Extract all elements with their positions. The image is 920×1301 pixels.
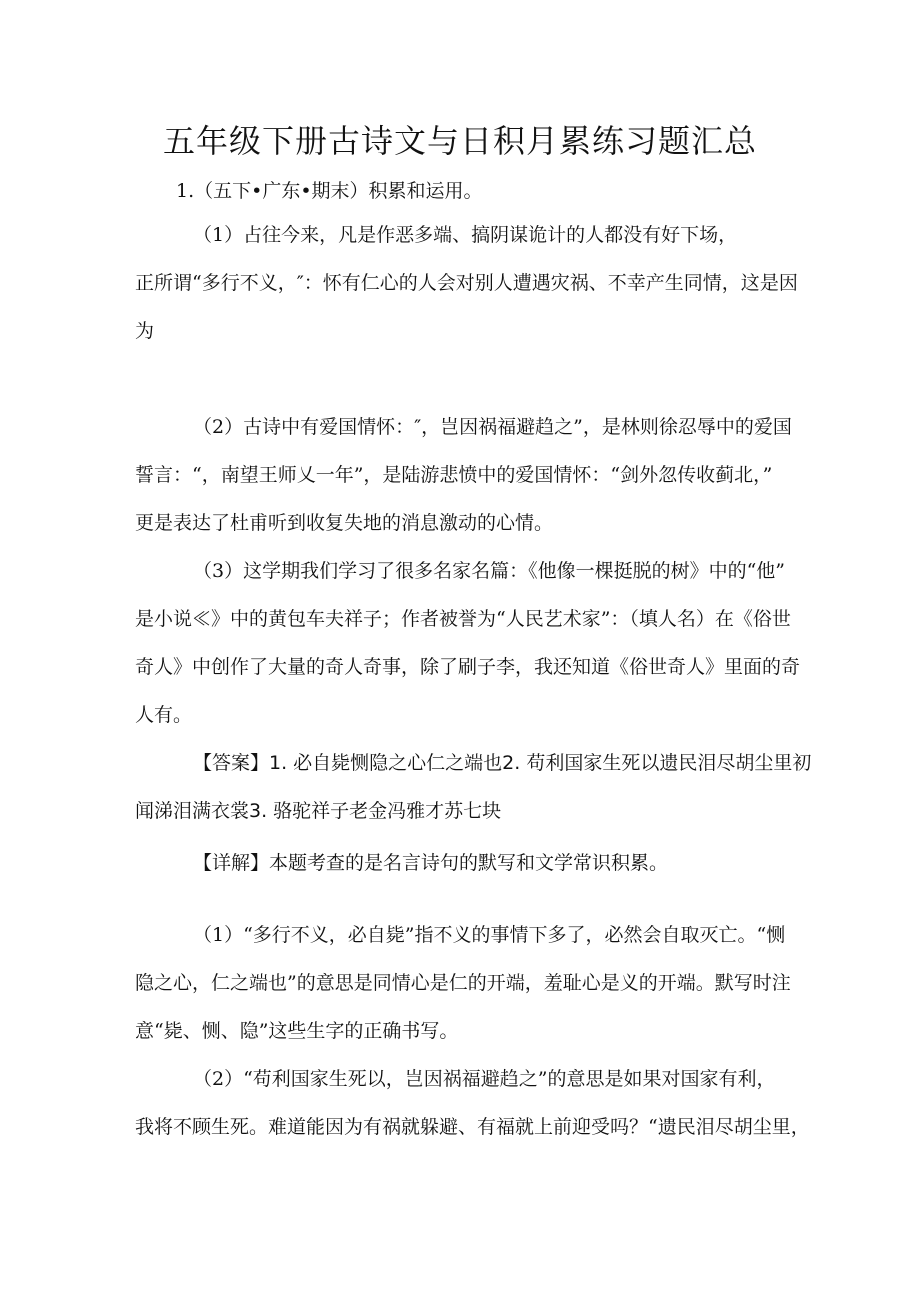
- paragraph-line: 奇人》中创作了大量的奇人奇事，除了刷子李，我还知道《俗世奇人》里面的奇: [135, 656, 801, 678]
- paragraph-line: （1）占往今来，凡是作恶多端、搞阴谋诡计的人都没有好下场，: [193, 224, 738, 246]
- paragraph-line: 正所谓“多行不义，″：怀有仁心的人会对别人遭遇灾祸、不幸产生同情，这是因: [135, 272, 798, 294]
- paragraph-line: 更是表达了杜甫听到收复失地的消息激动的心情。: [135, 512, 554, 534]
- paragraph-line: 是小说≪》中的黄包车夫祥子；作者被誉为“人民艺术家”：（填人名）在《俗世: [135, 608, 791, 630]
- paragraph-line: 意“毙、恻、隐”这些生字的正确书写。: [135, 1020, 459, 1042]
- paragraph-line: （3）这学期我们学习了很多名家名篇：《他像一棵挺脱的树》中的“他”: [193, 560, 786, 582]
- paragraph-line: 人有。: [135, 704, 193, 726]
- page-title: 五年级下册古诗文与日积月累练习题汇总: [162, 122, 757, 160]
- question-heading: 1.（五下•广东•期末）积累和运用。: [176, 180, 483, 202]
- answer-line: 【答案】1. 必自毙恻隐之心仁之端也2. 苟利国家生死以遗民泪尽胡尘里初: [193, 752, 812, 774]
- paragraph-line: （1）“多行不义，必自毙”指不义的事情下多了，必然会自取灭亡。“恻: [193, 924, 786, 946]
- explanation-heading: 【详解】本题考查的是名言诗句的默写和文学常识积累。: [193, 852, 669, 874]
- paragraph-line: 隐之心，仁之端也”的意思是同情心是仁的开端，羞耻心是义的开端。默写时注: [135, 972, 791, 994]
- paragraph-line: 为: [135, 320, 155, 342]
- paragraph-line: （2）古诗中有爱国情怀：″，岂因祸福避趋之”，是林则徐忍辱中的爱国: [193, 416, 792, 438]
- answer-line: 闻涕泪满衣裳3. 骆驼祥子老金冯雅才苏七块: [135, 800, 502, 822]
- paragraph-line: （2）“苟利国家生死以，岂因祸福避趋之”的意思是如果对国家有利，: [193, 1068, 776, 1090]
- paragraph-line: 我将不顾生死。难道能因为有祸就躲避、有福就上前迎受吗？“遗民泪尽胡尘里，: [135, 1116, 810, 1138]
- paragraph-line: 誓言：“，南望王师乂一年”，是陆游悲愤中的爱国情怀：“剑外忽传收蓟北，”: [135, 464, 773, 486]
